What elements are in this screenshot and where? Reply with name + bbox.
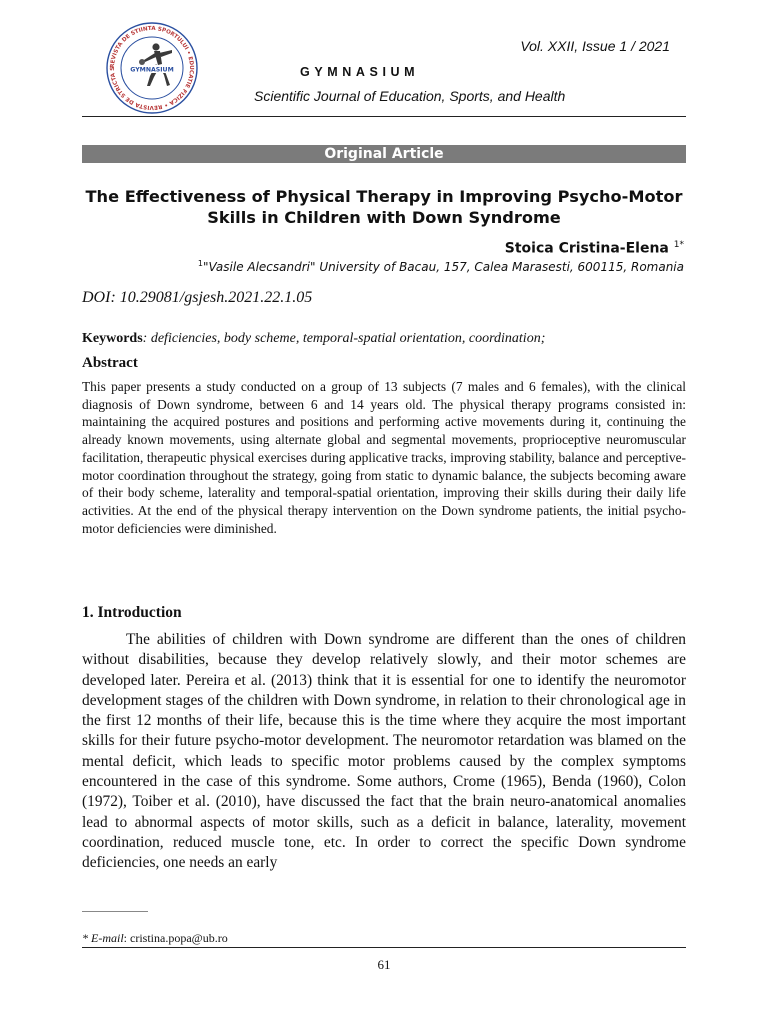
header-divider [82, 116, 686, 117]
introduction-text: The abilities of children with Down syndrome are different than the ones of children without disabilities, because they develop relatively slowly, and their motor schemes are developed later. Pereira et al. (2013) think that it is essential for one to identify the neuromotor development stages of the children with Down syndrome, in relation to their chronological age in the first 12 months of their life, because this is the time where they acquire the most important skills for their future psycho-motor development. The neuromotor retardation was blamed on the mental deficit, which leads to specific motor problems caused by the complex symptoms encountered in the case of this syndrome. Some authors, Crome (1965), Benda (1960), Colon (1972), Toiber et al. (2010), have discussed the fact that the brain neuro-anatomical anomalies lead to abnormal aspects of motor skills, such as a deficit in balance, laterality, movement coordination, reduced muscle tone, etc. In order to correct the specific Down syndrome deficiencies, one needs an early [82, 631, 686, 872]
doi-link[interactable]: DOI: 10.29081/gsjesh.2021.22.1.05 [82, 289, 313, 306]
article-type-banner: Original Article [82, 145, 686, 163]
journal-name: GYMNASIUM [300, 65, 420, 79]
footnote [82, 931, 228, 946]
abstract-text: This paper presents a study conducted on a group of 13 subjects (7 males and 6 females), with the clinical diagnosis of Down syndrome, between 6 and 14 years old. The physical therapy programs consisted in: maintaining the acquired postures and positions and performing active movements during it, continuing the already known movements, using alternate global and segmental movements, proprioceptive neuromuscular facilitation, therapeutic physical exercises during applicative tracks, improving stability, balance and perceptive-motor coordination throughout the strategy, going from static to dynamic balance, the subjects becoming aware of their body scheme, laterality and temporal-spatial orientation, improving their skills during their daily life activities. At the end of the physical therapy intervention on the Down syndrome patients, the initial psycho-motor deficiencies were diminished. [82, 379, 686, 536]
journal-logo [104, 20, 200, 116]
author-marker: 1* [673, 240, 684, 250]
logo-ring-text: REVISTA DE STIINTA SPORTULUI • EDUCATIE FIZICA • REVISTA DE STRICTA S [109, 25, 195, 111]
footnote-divider [82, 911, 148, 912]
footer-divider [82, 947, 686, 948]
footnote-label: * E-mail [82, 931, 124, 945]
journal-subtitle: Scientific Journal of Education, Sports, and Health [254, 88, 566, 104]
abstract-heading: Abstract [82, 355, 138, 371]
author-line [505, 240, 684, 257]
logo-text: GYMNASIUM [130, 66, 174, 74]
article-title: The Effectiveness of Physical Therapy in Improving Psycho-Motor Skills in Children with Down Syndrome [85, 187, 683, 227]
introduction-heading: 1. Introduction [82, 604, 182, 621]
keywords-text: : deficiencies, body scheme, temporal-spatial orientation, coordination; [142, 331, 546, 346]
author-name: Stoica Cristina-Elena [504, 240, 669, 257]
keywords-line [82, 331, 545, 347]
affiliation-text: "Vasile Alecsandri" University of Bacau, 157, Calea Marasesti, 600115, Romania [202, 260, 684, 274]
page-number: 61 [377, 957, 391, 972]
affiliation-marker: 1 [197, 259, 203, 268]
affiliation-line [198, 259, 684, 274]
footnote-email[interactable]: : cristina.popa@ub.ro [123, 931, 228, 945]
keywords-label: Keywords [82, 331, 143, 346]
volume-issue: Vol. XXII, Issue 1 / 2021 [520, 38, 670, 54]
